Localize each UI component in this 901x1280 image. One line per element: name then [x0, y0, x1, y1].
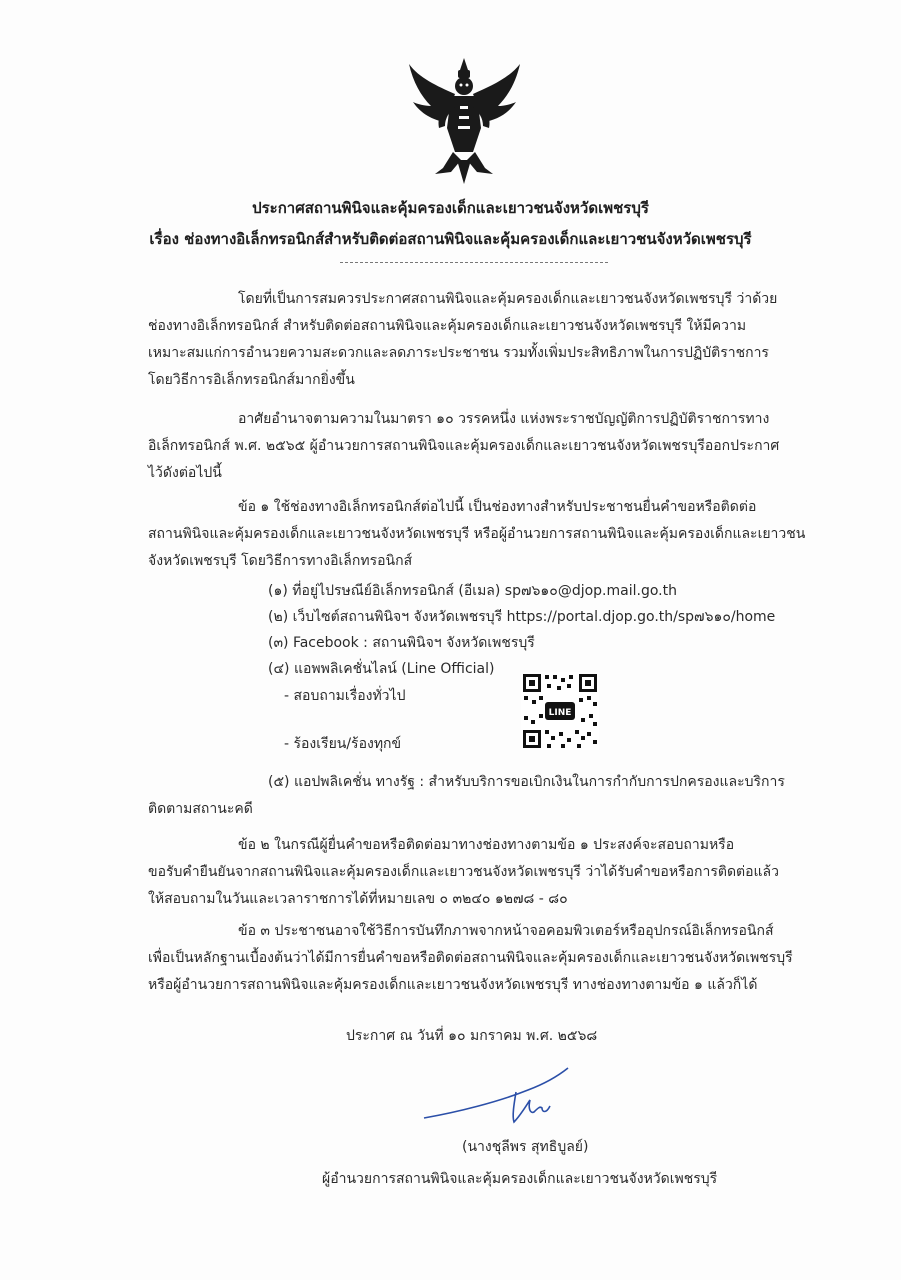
paragraph-line: ให้สอบถามในวันและเวลาราชการได้ที่หมายเลข ๐ ๓๒๔๐ ๑๒๗๘ - ๘๐ [148, 891, 568, 907]
paragraph-line: ข้อ ๒ ในกรณีผู้ยื่นคำขอหรือติดต่อมาทางช่องทางตามข้อ ๑ ประสงค์จะสอบถามหรือ [238, 837, 735, 853]
announcement-date: ประกาศ ณ วันที่ ๑๐ มกราคม พ.ศ. ๒๕๖๘ [346, 1028, 598, 1044]
garuda-emblem-icon [407, 56, 522, 186]
paragraph-line: เหมาะสมแก่การอำนวยความสะดวกและลดภาระประชาชน รวมทั้งเพิ่มประสิทธิภาพในการปฏิบัติราชการ [148, 345, 769, 361]
paragraph-line: อาศัยอำนาจตามความในมาตรา ๑๐ วรรคหนึ่ง แห่งพระราชบัญญัติการปฏิบัติราชการทาง [238, 411, 770, 427]
paragraph-line: ช่องทางอิเล็กทรอนิกส์ สำหรับติดต่อสถานพินิจและคุ้มครองเด็กและเยาวชนจังหวัดเพชรบุรี ให้มีความ [148, 318, 747, 334]
paragraph-line: จังหวัดเพชรบุรี โดยวิธีการทางอิเล็กทรอนิกส์ [148, 553, 413, 569]
paragraph-line: โดยที่เป็นการสมควรประกาศสถานพินิจและคุ้มครองเด็กและเยาวชนจังหวัดเพชรบุรี ว่าด้วย [238, 291, 778, 307]
paragraph-line: เพื่อเป็นหลักฐานเบื้องต้นว่าได้มีการยื่นคำขอหรือติดต่อสถานพินิจและคุ้มครองเด็กและเยาวชนจังหวัดเพชรบุรี [148, 950, 793, 966]
line-qr-code-icon [521, 672, 599, 750]
paragraph-clause-2 [148, 832, 816, 913]
paragraph-authority [148, 406, 816, 487]
paragraph-line: โดยวิธีการอิเล็กทรอนิกส์มากยิ่งขึ้น [148, 372, 355, 388]
qr-line-label: LINE [548, 708, 572, 718]
announcement-title: ประกาศสถานพินิจและคุ้มครองเด็กและเยาวชนจังหวัดเพชรบุรี [252, 199, 649, 217]
paragraph-clause-1 [148, 494, 816, 575]
paragraph-line: หรือผู้อำนวยการสถานพินิจและคุ้มครองเด็กและเยาวชนจังหวัดเพชรบุรี ทางช่องทางตามข้อ ๑ แล้วก็ได้ [148, 977, 758, 993]
channel-line-general: - สอบถามเรื่องทั่วไป [284, 688, 406, 704]
paragraph-line: ขอรับคำยืนยันจากสถานพินิจและคุ้มครองเด็กและเยาวชนจังหวัดเพชรบุรี ว่าได้รับคำขอหรือการติดต่อแล้ว [148, 864, 779, 880]
separator-line [340, 262, 608, 263]
channel-facebook: (๓) Facebook : สถานพินิจฯ จังหวัดเพชรบุรี [268, 635, 535, 651]
signer-name: (นางชุลีพร สุทธิบูลย์) [462, 1139, 589, 1155]
signer-position: ผู้อำนวยการสถานพินิจและคุ้มครองเด็กและเยาวชนจังหวัดเพชรบุรี [322, 1171, 718, 1187]
paragraph-line: ข้อ ๓ ประชาชนอาจใช้วิธีการบันทึกภาพจากหน้าจอคอมพิวเตอร์หรืออุปกรณ์อิเล็กทรอนิกส์ [238, 923, 774, 939]
paragraph-clause-3 [148, 918, 816, 999]
channel-email: (๑) ที่อยู่ไปรษณีย์อิเล็กทรอนิกส์ (อีเมล) sp๗๖๑๐@djop.mail.go.th [268, 583, 677, 599]
signature-image [418, 1062, 588, 1132]
announcement-subject: เรื่อง ช่องทางอิเล็กทรอนิกส์สำหรับติดต่อสถานพินิจและคุ้มครองเด็กและเยาวชนจังหวัดเพชรบุรี [149, 230, 752, 248]
paragraph-line: ข้อ ๑ ใช้ช่องทางอิเล็กทรอนิกส์ต่อไปนี้ เป็นช่องทางสำหรับประชาชนยื่นคำขอหรือติดต่อ [238, 499, 757, 515]
channel-line: (๔) แอพพลิเคชั่นไลน์ (Line Official) [268, 661, 495, 677]
channel-website: (๒) เว็บไซต์สถานพินิจฯ จังหวัดเพชรบุรี https://portal.djop.go.th/sp๗๖๑๐/home [268, 609, 776, 625]
paragraph-line: ไว้ดังต่อไปนี้ [148, 465, 222, 481]
paragraph-line: ติดตามสถานะคดี [148, 801, 253, 817]
paragraph-line: อิเล็กทรอนิกส์ พ.ศ. ๒๕๖๕ ผู้อำนวยการสถานพินิจและคุ้มครองเด็กและเยาวชนจังหวัดเพชรบุรีออกประกาศ [148, 438, 780, 454]
paragraph-preamble [148, 286, 816, 394]
channel-app-continued [148, 796, 816, 823]
channel-line-complaint: - ร้องเรียน/ร้องทุกข์ [284, 736, 402, 752]
channel-app-line1: (๕) แอปพลิเคชั่น ทางรัฐ : สำหรับบริการขอเบิกเงินในการกำกับการปกครองและบริการ [268, 774, 785, 790]
paragraph-line: สถานพินิจและคุ้มครองเด็กและเยาวชนจังหวัดเพชรบุรี หรือผู้อำนวยการสถานพินิจและคุ้มครองเด็กและเยาวชน [148, 526, 806, 542]
